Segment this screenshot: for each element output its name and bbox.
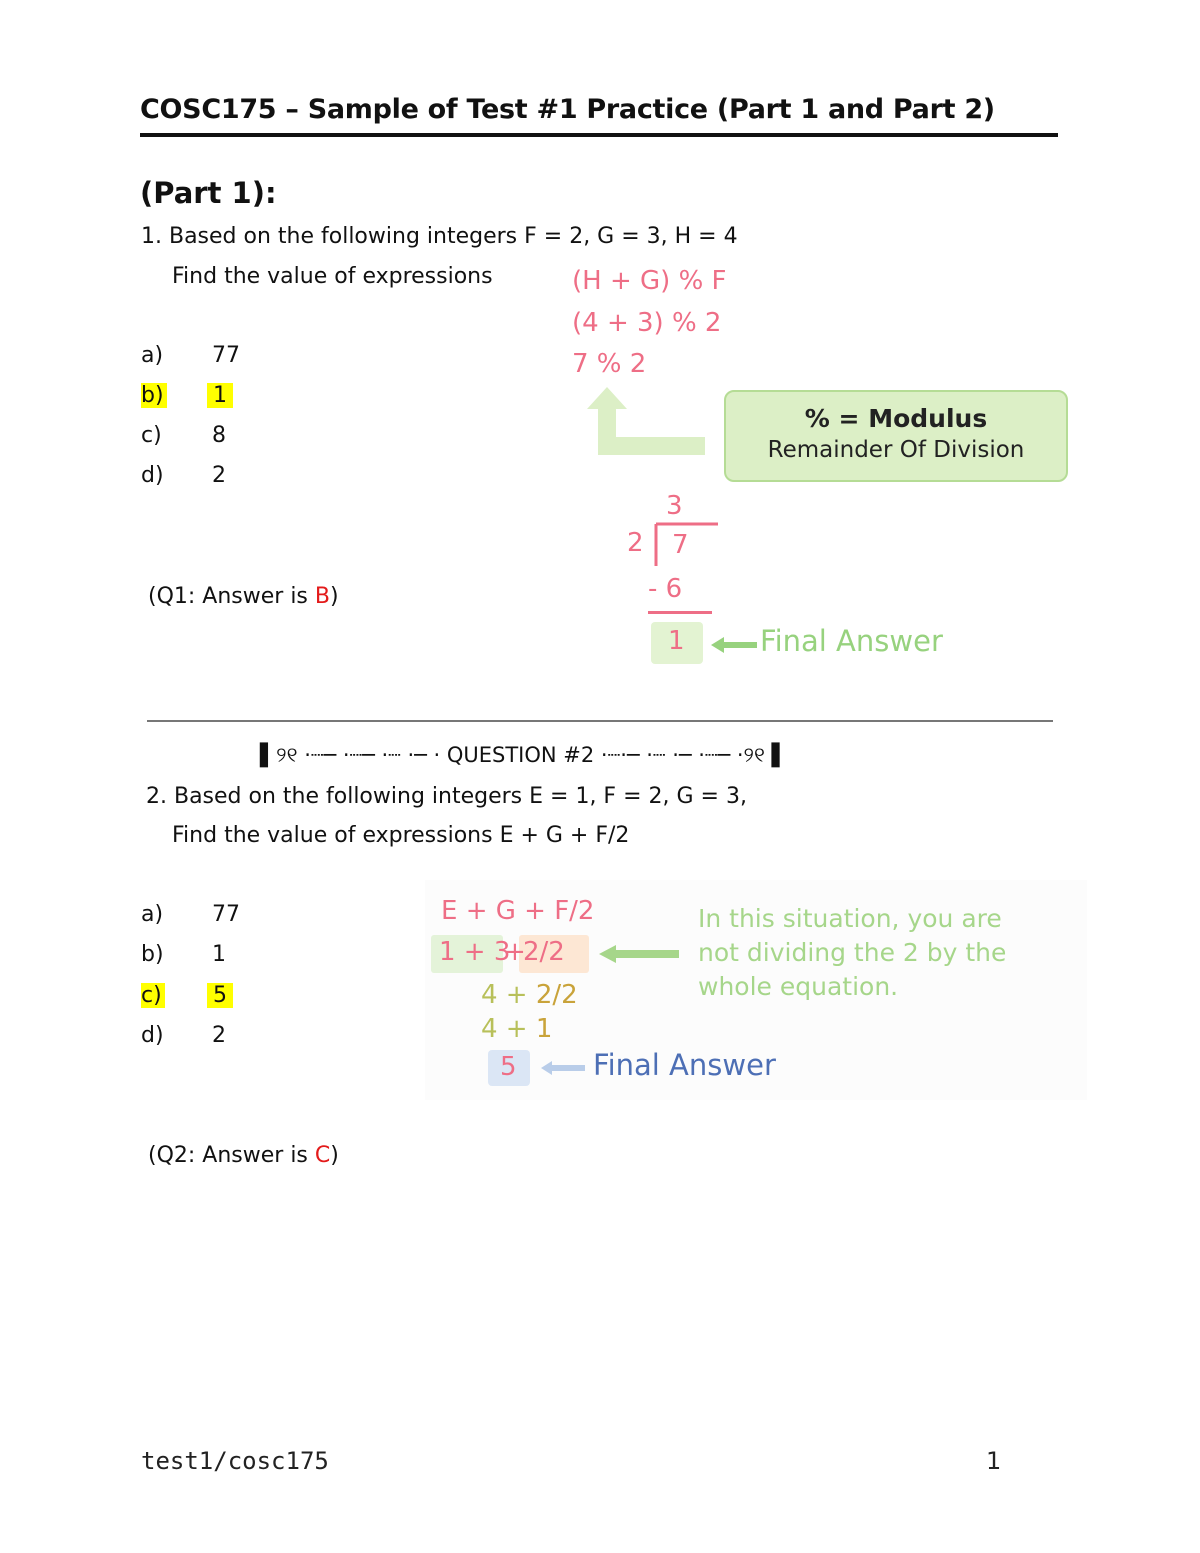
q2-note bbox=[698, 902, 1006, 1004]
division-quotient: 3 bbox=[666, 491, 683, 521]
option-letter: d) bbox=[141, 1023, 164, 1048]
option-letter: a) bbox=[141, 902, 164, 927]
question-1-text: 1. Based on the following integers F = 2, G = 3, H = 4 bbox=[141, 224, 738, 249]
document-title: COSC175 – Sample of Test #1 Practice (Part 1 and Part 2) bbox=[140, 94, 995, 125]
q2-work-line-4 bbox=[481, 1014, 552, 1044]
option-value: 1 bbox=[212, 942, 226, 967]
q2-work-line-2 bbox=[431, 935, 591, 973]
answer-suffix: ) bbox=[329, 584, 339, 609]
q2-work-line-1: E + G + F/2 bbox=[441, 896, 595, 926]
q2-work-plus: + bbox=[504, 937, 526, 967]
question-2-divider: ▌୨୧ ·┈─ ·┈─ ·┈ ·─ · QUESTION #2 ·┈·─ ·┈ ·─ ·┈─ ·୨୧ ▌ bbox=[260, 743, 788, 767]
option-d-2 bbox=[141, 1023, 164, 1048]
section-divider-line bbox=[147, 720, 1053, 722]
title-underline bbox=[140, 133, 1058, 137]
option-value: 2 bbox=[212, 1023, 226, 1048]
q2-note-line-3: whole equation. bbox=[698, 972, 899, 1001]
left-arrow-icon bbox=[540, 1060, 586, 1076]
q2-work-line-3 bbox=[481, 980, 578, 1010]
option-value-highlighted: 5 bbox=[207, 983, 233, 1008]
footer-doc-id: test1/cosc175 bbox=[141, 1447, 329, 1475]
q2-note-line-2: not dividing the 2 by the bbox=[698, 938, 1007, 967]
answer-prefix: (Q1: Answer is bbox=[148, 584, 315, 609]
option-letter: a) bbox=[141, 343, 164, 368]
option-c-2 bbox=[141, 983, 165, 1008]
q2-work-line-3-a: 4 + bbox=[481, 980, 528, 1010]
answer-suffix: ) bbox=[330, 1143, 339, 1168]
answer-letter: C bbox=[314, 1143, 331, 1168]
up-arrow-icon bbox=[585, 385, 710, 460]
q2-note-line-1: In this situation, you are bbox=[698, 904, 1002, 933]
option-value: 77 bbox=[212, 343, 240, 368]
q2-work-line-4-a: 4 + bbox=[481, 1014, 528, 1044]
option-letter: c) bbox=[141, 423, 162, 448]
division-divisor: 2 bbox=[627, 528, 644, 558]
q2-final-answer-label: Final Answer bbox=[593, 1048, 776, 1082]
question-1-instruction: Find the value of expressions bbox=[172, 264, 493, 289]
q1-answer-note bbox=[148, 584, 339, 609]
q2-result: 5 bbox=[500, 1052, 517, 1082]
left-arrow-icon bbox=[710, 636, 758, 654]
q2-work-line-4-b: 1 bbox=[535, 1014, 553, 1044]
callout-subtitle: Remainder Of Division bbox=[767, 437, 1025, 463]
option-value-highlighted: 1 bbox=[207, 383, 233, 408]
option-value: 2 bbox=[212, 463, 226, 488]
question-2-text: 2. Based on the following integers E = 1, F = 2, G = 3, bbox=[146, 784, 747, 809]
q2-work-line-3-b: 2/2 bbox=[535, 980, 578, 1010]
modulus-callout bbox=[724, 390, 1068, 482]
work-line-1: (H + G) % F bbox=[572, 266, 727, 296]
q2-work-fraction: 2/2 bbox=[523, 937, 565, 967]
callout-title: % = Modulus bbox=[804, 404, 988, 433]
division-line bbox=[648, 611, 712, 614]
answer-prefix: (Q2: Answer is bbox=[148, 1143, 315, 1168]
option-letter-highlighted: b) bbox=[141, 383, 167, 408]
option-d-1 bbox=[141, 463, 164, 488]
option-letter-highlighted: c) bbox=[141, 983, 165, 1008]
work-line-2: (4 + 3) % 2 bbox=[572, 308, 722, 338]
part1-heading: (Part 1): bbox=[140, 176, 277, 210]
option-b-2 bbox=[141, 942, 164, 967]
division-subtract: - 6 bbox=[648, 574, 683, 604]
q2-work-sum: 1 + 3 bbox=[439, 937, 511, 967]
division-remainder: 1 bbox=[668, 626, 685, 656]
option-value: 77 bbox=[212, 902, 240, 927]
question-2-instruction: Find the value of expressions E + G + F/2 bbox=[172, 823, 630, 848]
option-value: 8 bbox=[212, 423, 226, 448]
option-a-1 bbox=[141, 343, 163, 368]
division-dividend: 7 bbox=[672, 530, 689, 560]
left-arrow-icon bbox=[598, 944, 680, 964]
option-c-1 bbox=[141, 423, 162, 448]
option-letter: b) bbox=[141, 942, 164, 967]
answer-letter: B bbox=[314, 584, 330, 609]
option-b-1 bbox=[141, 383, 167, 408]
work-line-3: 7 % 2 bbox=[572, 349, 647, 379]
page-number: 1 bbox=[986, 1447, 1002, 1475]
option-letter: d) bbox=[141, 463, 164, 488]
q2-answer-note bbox=[148, 1143, 339, 1168]
final-answer-label: Final Answer bbox=[760, 624, 943, 658]
option-a-2 bbox=[141, 902, 163, 927]
